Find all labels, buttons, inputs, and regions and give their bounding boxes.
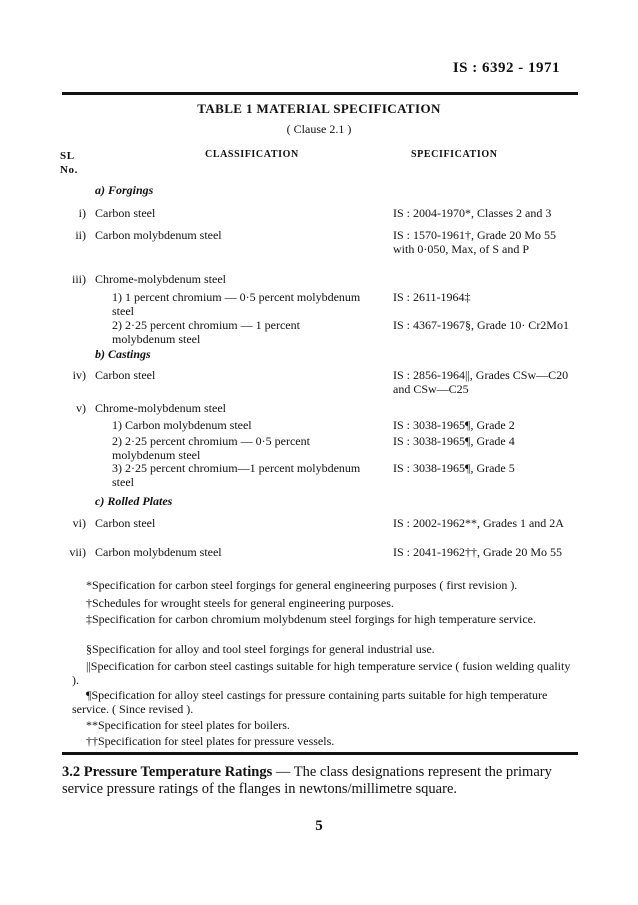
page-number: 5 — [315, 818, 323, 834]
row-classification: Carbon molybdenum steel — [95, 545, 222, 559]
footnote: ¶Specification for alloy steel castings for pressure containing parts suitable for high temperature service. ( Since revised ). — [72, 688, 548, 716]
footnote: ||Specification for carbon steel castings suitable for high temperature service ( fusion welding quality ). — [72, 659, 571, 687]
row-spec: IS : 3038-1965¶, Grade 2 — [393, 418, 515, 432]
col-header-classification: CLASSIFICATION — [205, 149, 299, 160]
standard-number: IS : 6392 - 1971 — [452, 60, 560, 76]
row-num: i) — [78, 206, 86, 220]
col-header-specification: SPECIFICATION — [411, 149, 498, 160]
section-text: — The class designations represent the primary service pressure ratings of the flanges in newtons/millimetre square. — [62, 764, 552, 797]
footnote: ††Specification for steel plates for pressure vessels. — [86, 734, 335, 748]
row-classification: 3) 2·25 percent chromium—1 percent molybdenum steel — [112, 461, 361, 489]
row-num: vi) — [72, 516, 86, 530]
table-clause: ( Clause 2.1 ) — [286, 122, 352, 136]
row-spec: IS : 2856-1964||, Grades CSw—C20 and CSw—C25 — [393, 368, 569, 396]
col-header-sl: SL No. — [60, 150, 78, 176]
row-classification: 2) 2·25 percent chromium — 0·5 percent molybdenum steel — [112, 434, 310, 462]
footnote: †Schedules for wrought steels for general engineering purposes. — [86, 596, 394, 610]
row-classification: Carbon steel — [95, 206, 156, 220]
row-spec: IS : 2611-1964‡ — [393, 290, 471, 304]
row-spec: IS : 2004-1970*, Classes 2 and 3 — [393, 206, 552, 220]
group-castings: b) Castings — [95, 347, 151, 361]
row-classification: Carbon steel — [95, 516, 156, 530]
row-classification: 1) 1 percent chromium — 0·5 percent molybdenum steel — [112, 290, 361, 318]
group-rolled-plates: c) Rolled Plates — [95, 494, 173, 508]
row-spec: IS : 3038-1965¶, Grade 4 — [393, 434, 515, 448]
section-3-2 — [62, 764, 574, 798]
row-classification: Chrome-molybdenum steel — [95, 272, 226, 286]
footnote: §Specification for alloy and tool steel forgings for general industrial use. — [86, 642, 435, 656]
row-classification: 1) Carbon molybdenum steel — [112, 418, 252, 432]
row-num: iii) — [72, 272, 86, 286]
footnote: **Specification for steel plates for boilers. — [86, 718, 290, 732]
row-num: iv) — [72, 368, 86, 382]
row-spec: IS : 1570-1961†, Grade 20 Mo 55 with 0·050, Max, of S and P — [393, 228, 556, 256]
row-num: vii) — [69, 545, 86, 559]
row-classification: Carbon molybdenum steel — [95, 228, 222, 242]
row-spec: IS : 2002-1962**, Grades 1 and 2A — [393, 516, 564, 530]
row-spec: IS : 4367-1967§, Grade 10· Cr2Mo1 — [393, 318, 569, 332]
row-classification: Chrome-molybdenum steel — [95, 401, 226, 415]
footnote: ‡Specification for carbon chromium molybdenum steel forgings for high temperature service. — [86, 612, 536, 626]
row-classification: Carbon steel — [95, 368, 156, 382]
group-forgings: a) Forgings — [95, 183, 154, 197]
row-spec: IS : 3038-1965¶, Grade 5 — [393, 461, 515, 475]
section-heading: 3.2 Pressure Temperature Ratings — [62, 764, 273, 780]
table-title: TABLE 1 MATERIAL SPECIFICATION — [197, 101, 441, 116]
top-rule — [62, 92, 578, 95]
row-num: ii) — [75, 228, 86, 242]
row-num: v) — [76, 401, 86, 415]
row-spec: IS : 2041-1962††, Grade 20 Mo 55 — [393, 545, 562, 559]
row-classification: 2) 2·25 percent chromium — 1 percent molybdenum steel — [112, 318, 300, 346]
bottom-rule — [62, 752, 578, 755]
footnote: *Specification for carbon steel forgings for general engineering purposes ( first revision ). — [86, 578, 518, 592]
